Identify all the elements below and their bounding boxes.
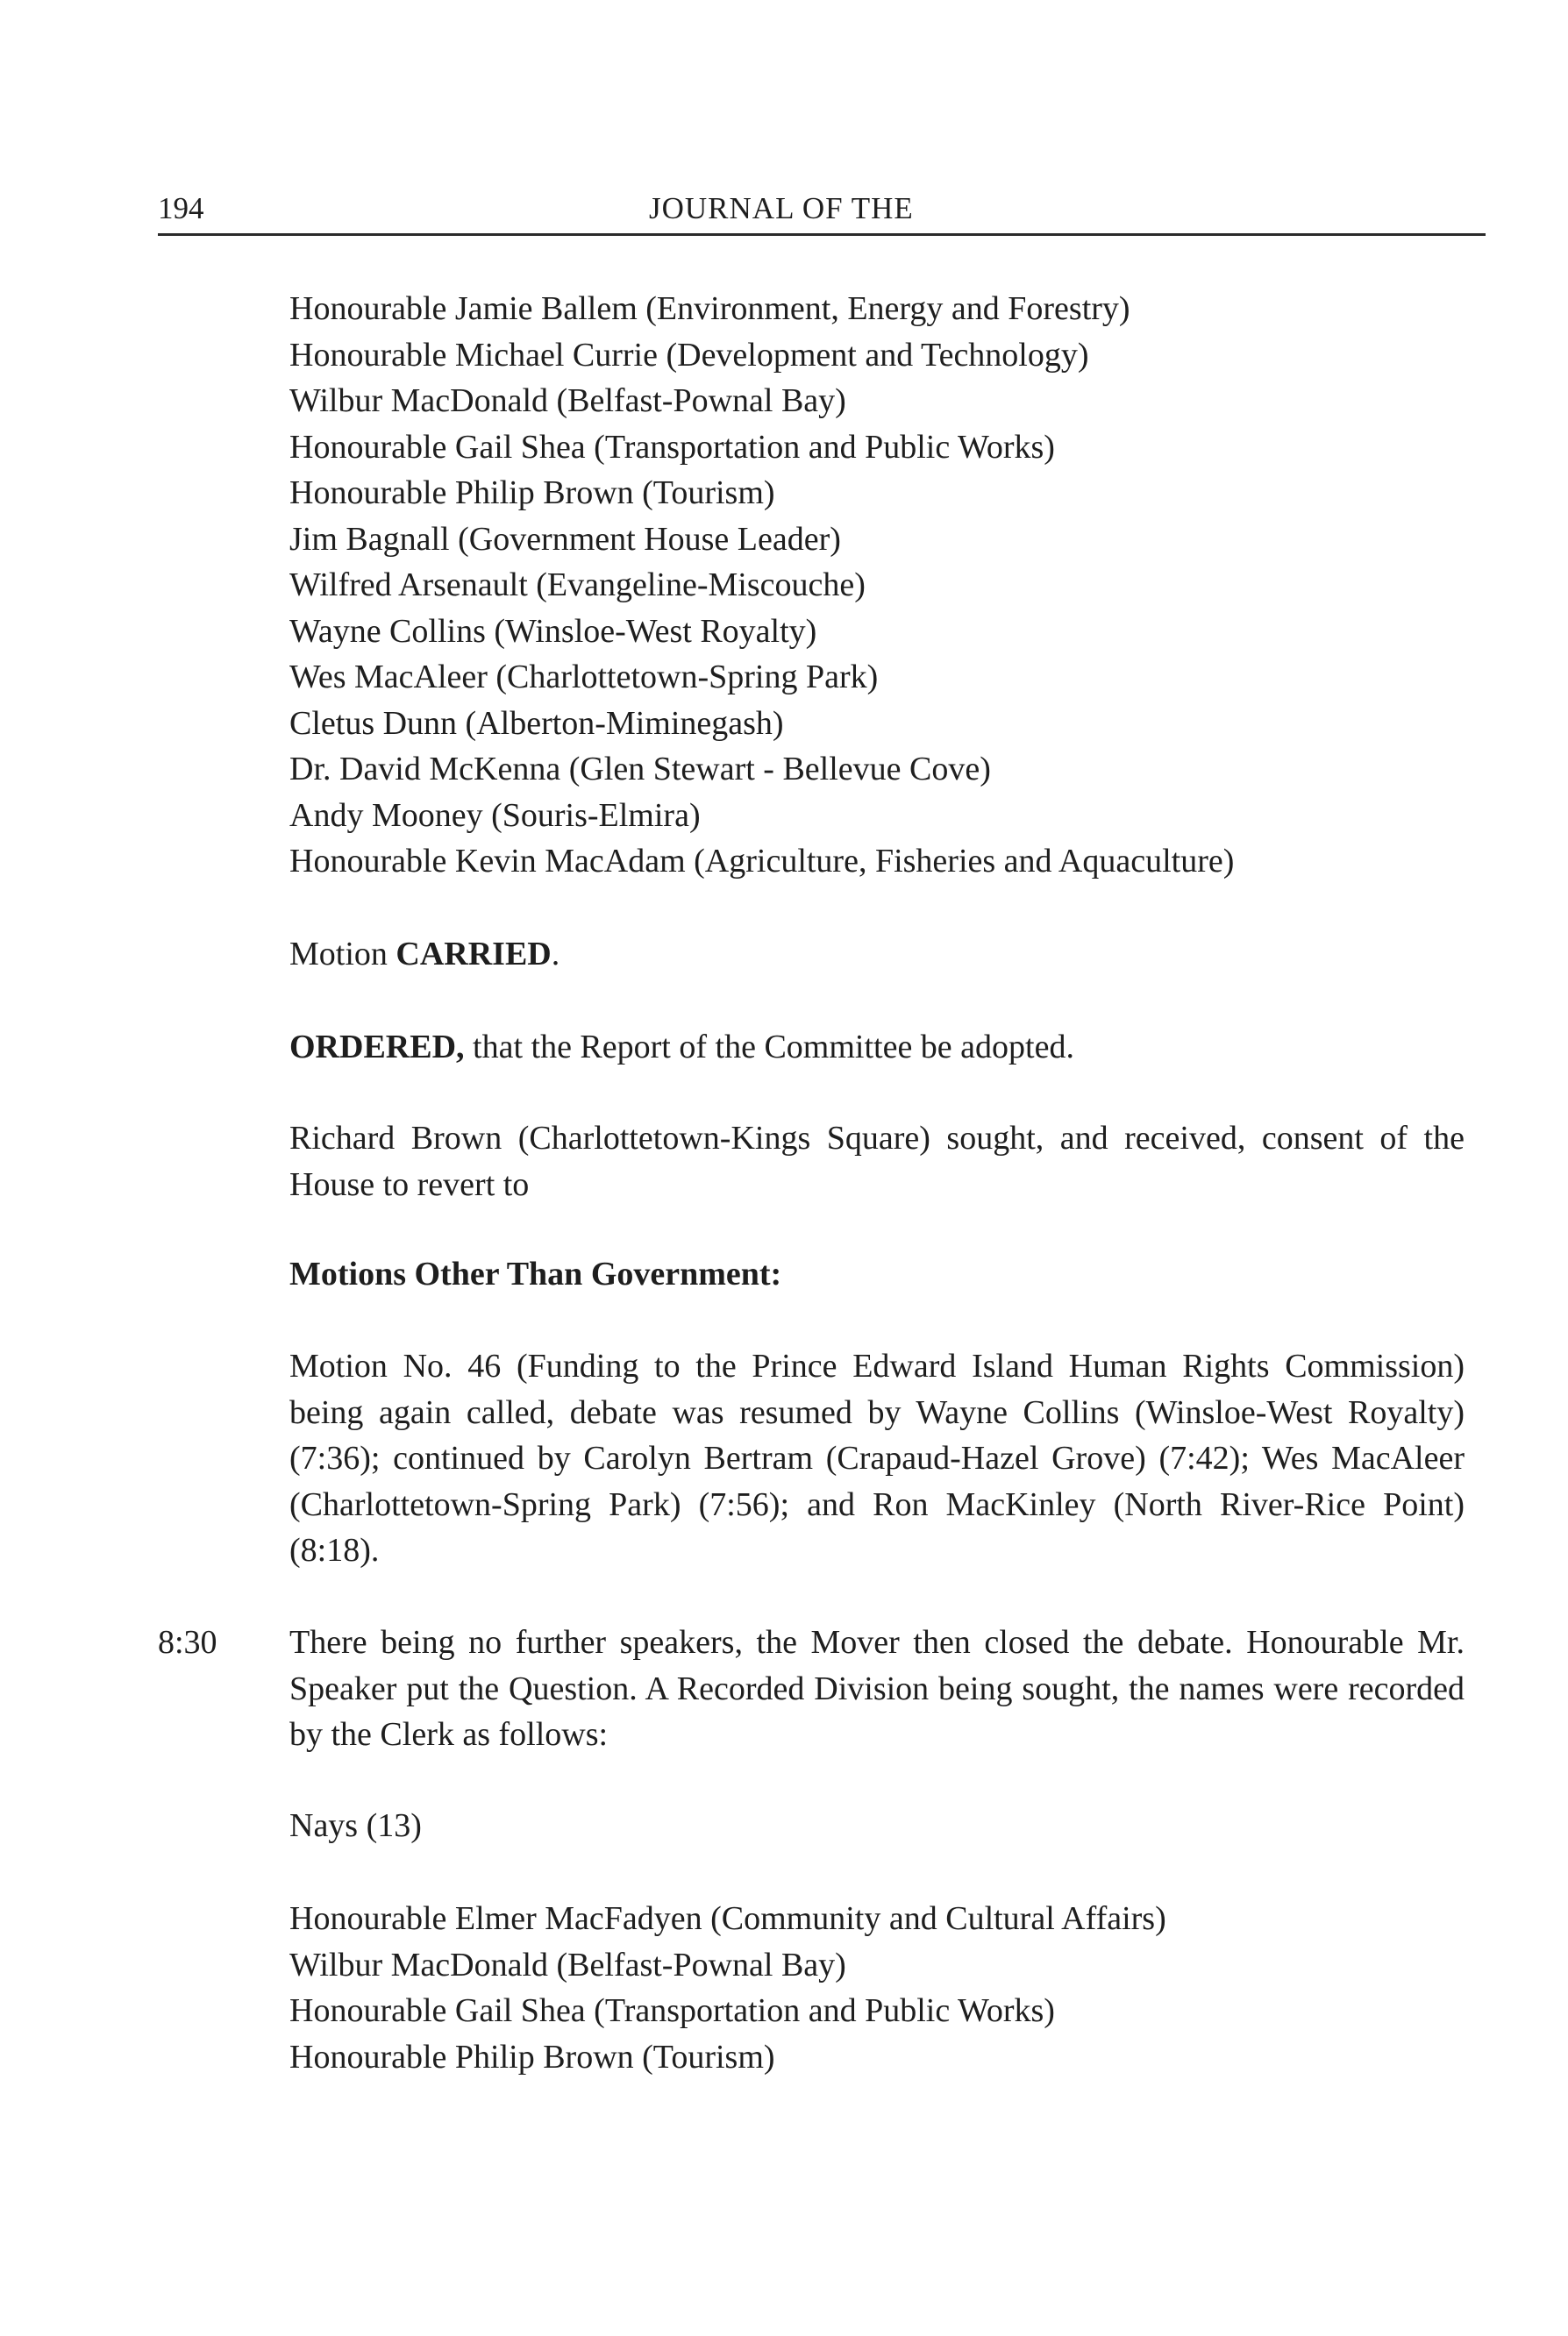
ordered-line <box>289 1024 1465 1071</box>
page-header <box>158 191 1486 236</box>
running-title: JOURNAL OF THE <box>649 191 914 225</box>
motion-carried-prefix: Motion <box>289 936 396 972</box>
list-item: Andy Mooney (Souris-Elmira) <box>289 796 701 834</box>
time-marker: 8:30 <box>158 1624 217 1661</box>
list-item: Wilbur MacDonald (Belfast-Pownal Bay) <box>289 1946 846 1983</box>
page-number: 194 <box>158 191 204 225</box>
motion-carried-line <box>289 931 1465 978</box>
ordered-text: that the Report of the Committee be adopted. <box>464 1029 1074 1065</box>
list-item: Cletus Dunn (Alberton-Miminegash) <box>289 704 784 742</box>
list-item: Wilbur MacDonald (Belfast-Pownal Bay) <box>289 382 846 419</box>
list-item: Dr. David McKenna (Glen Stewart - Bellevue Cove) <box>289 751 991 787</box>
nays-label: Nays (13) <box>289 1807 422 1844</box>
section-heading: Motions Other Than Government: <box>289 1256 782 1293</box>
list-item: Wilfred Arsenault (Evangeline-Miscouche) <box>289 566 866 603</box>
list-item: Honourable Jamie Ballem (Environment, Energy and Forestry) <box>289 290 1130 327</box>
motion-46-paragraph: Motion No. 46 (Funding to the Prince Edward Island Human Rights Commission) being again called, debate was resumed by Wayne Collins (Winsloe-West Royalty) (7:36); continued by Carolyn Bertram (Crapaud-Hazel Grove) (7:42); Wes MacAleer (Charlottetown-Spring Park) (7:56); and Ron MacKinley (North River-Rice Point) (8:18). <box>289 1348 1465 1569</box>
list-item: Jim Bagnall (Government House Leader) <box>289 520 841 558</box>
nays-list <box>289 1896 1456 2080</box>
division-paragraph: There being no further speakers, the Mover then closed the debate. Honourable Mr. Speaker put the Question. A Recorded Division being sought, the names were recorded by the Clerk as follows: <box>289 1624 1465 1753</box>
motion-carried-status: CARRIED <box>396 936 552 972</box>
list-item: Wayne Collins (Winsloe-West Royalty) <box>289 612 817 650</box>
list-item: Honourable Michael Currie (Development and Technology) <box>289 336 1089 374</box>
list-item: Honourable Kevin MacAdam (Agriculture, Fisheries and Aquaculture) <box>289 843 1235 880</box>
list-item: Honourable Elmer MacFadyen (Community and Cultural Affairs) <box>289 1900 1166 1937</box>
motion-carried-suffix: . <box>551 936 560 972</box>
list-item: Honourable Gail Shea (Transportation and Public Works) <box>289 1992 1055 2029</box>
list-item: Honourable Gail Shea (Transportation and Public Works) <box>289 428 1055 466</box>
list-item: Wes MacAleer (Charlottetown-Spring Park) <box>289 659 879 695</box>
members-list-1 <box>289 286 1456 885</box>
list-item: Honourable Philip Brown (Tourism) <box>289 2038 775 2076</box>
list-item: Honourable Philip Brown (Tourism) <box>289 474 775 511</box>
revert-paragraph: Richard Brown (Charlottetown-Kings Square) sought, and received, consent of the House to revert to <box>289 1120 1465 1203</box>
ordered-keyword: ORDERED, <box>289 1029 465 1065</box>
